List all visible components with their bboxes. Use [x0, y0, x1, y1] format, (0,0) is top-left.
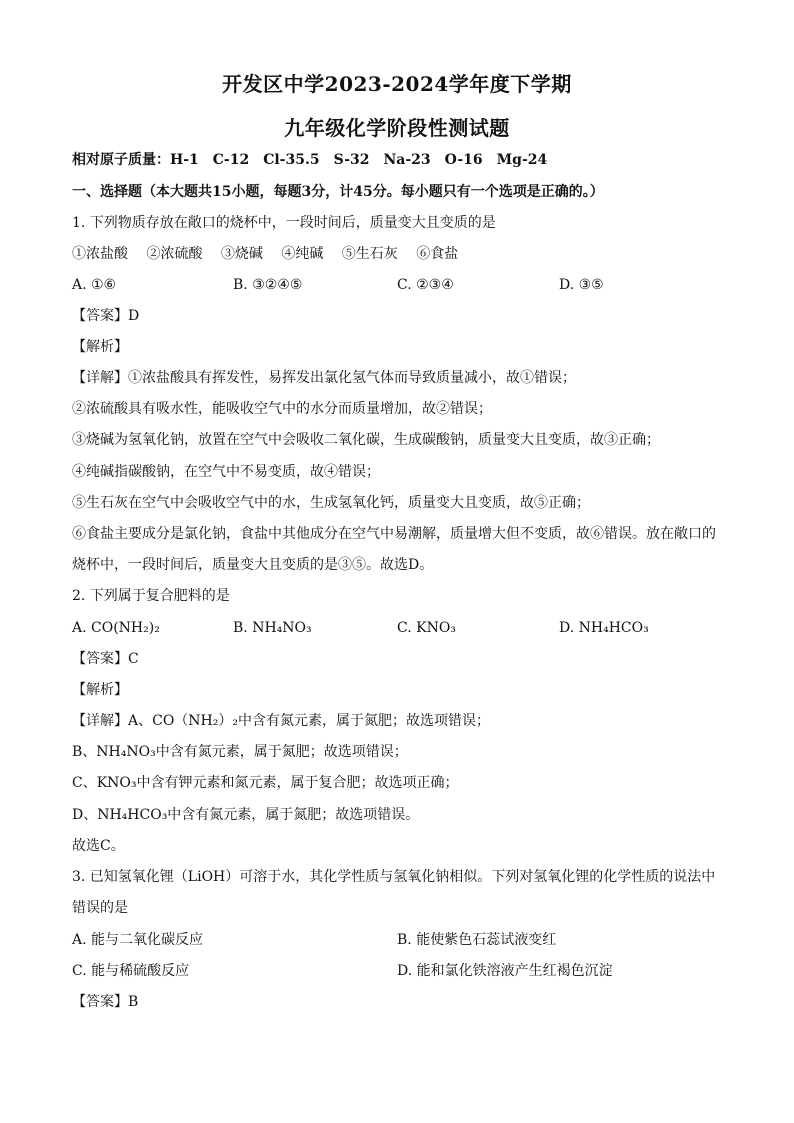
q2-option-b: B. NH₄NO₃: [233, 620, 312, 636]
q2-detail-line: C、KNO₃中含有钾元素和氮元素，属于复合肥；故选项正确；: [72, 775, 459, 791]
q2-detail-line: 【详解】A、CO（NH₂）₂中含有氮元素，属于氮肥；故选项错误；: [72, 713, 490, 729]
q2-option-a: A. CO(NH₂)₂: [72, 620, 160, 636]
q1-option-a: A. ①⑥: [72, 277, 117, 293]
q3-option-d: D. 能和氯化铁溶液产生红褐色沉淀: [397, 963, 613, 979]
q1-detail-line: 【详解】①浓盐酸具有挥发性，易挥发出氯化氢气体而导致质量减小，故①错误；: [72, 370, 576, 386]
q1-detail-line: 烧杯中，一段时间后，质量变大且变质的是③⑤。故选D。: [72, 557, 434, 573]
q1-option-c: C. ②③④: [397, 277, 454, 293]
atomic-masses: 相对原子质量：H-1 C-12 Cl-35.5 S-32 Na-23 O-16 Mg-24: [72, 152, 548, 168]
q2-stem: 2. 下列属于复合肥料的是: [72, 588, 230, 604]
exam-title-line2: 九年级化学阶段性测试题: [284, 116, 510, 140]
q1-detail-line: ⑥食盐主要成分是氯化钠，食盐中其他成分在空气中易潮解，质量增大但不变质，故⑥错误。放在敞口的: [72, 526, 716, 542]
q1-option-d: D. ③⑤: [559, 277, 604, 293]
q1-items: ①浓盐酸 ②浓硫酸 ③烧碱 ④纯碱 ⑤生石灰 ⑥食盐: [72, 246, 459, 262]
q3-stem: 3. 已知氢氧化锂（LiOH）可溶于水，其化学性质与氢氧化钠相似。下列对氢氧化锂的化学性质的说法中: [72, 869, 716, 885]
q1-detail-line: ⑤生石灰在空气中会吸收空气中的水，生成氢氧化钙，质量变大且变质，故⑤正确；: [72, 495, 590, 511]
q1-detail-line: ②浓硫酸具有吸水性，能吸收空气中的水分而质量增加，故②错误；: [72, 401, 492, 417]
q1-option-b: B. ③②④⑤: [233, 277, 303, 293]
exam-title-line1: 开发区中学2023-2024学年度下学期: [222, 72, 572, 96]
q1-detail-line: ④纯碱指碳酸钠，在空气中不易变质，故④错误；: [72, 464, 380, 480]
q2-option-d: D. NH₄HCO₃: [559, 620, 649, 636]
q3-stem-continued: 错误的是: [72, 900, 128, 916]
q1-analysis-label: 【解析】: [72, 339, 128, 355]
q2-detail-line: B、NH₄NO₃中含有氮元素，属于氮肥；故选项错误；: [72, 744, 408, 760]
q2-answer: 【答案】C: [72, 651, 139, 667]
q1-stem: 1. 下列物质存放在敞口的烧杯中，一段时间后，质量变大且变质的是: [72, 215, 496, 231]
q3-answer: 【答案】B: [72, 994, 139, 1010]
q3-option-a: A. 能与二氧化碳反应: [72, 932, 204, 948]
q2-option-c: C. KNO₃: [397, 620, 456, 636]
q2-analysis-label: 【解析】: [72, 682, 128, 698]
q2-detail-line: D、NH₄HCO₃中含有氮元素，属于氮肥；故选项错误。: [72, 807, 420, 823]
q1-answer: 【答案】D: [72, 308, 140, 324]
q1-detail-line: ③烧碱为氢氧化钠，放置在空气中会吸收二氧化碳，生成碳酸钠，质量变大且变质，故③正确；: [72, 432, 660, 448]
q3-option-b: B. 能使紫色石蕊试液变红: [397, 932, 557, 948]
q2-detail-line: 故选C。: [72, 838, 125, 854]
section-heading: 一、选择题（本大题共15小题，每题3分，计45分。每小题只有一个选项是正确的。）: [72, 184, 604, 200]
q3-option-c: C. 能与稀硫酸反应: [72, 963, 190, 979]
